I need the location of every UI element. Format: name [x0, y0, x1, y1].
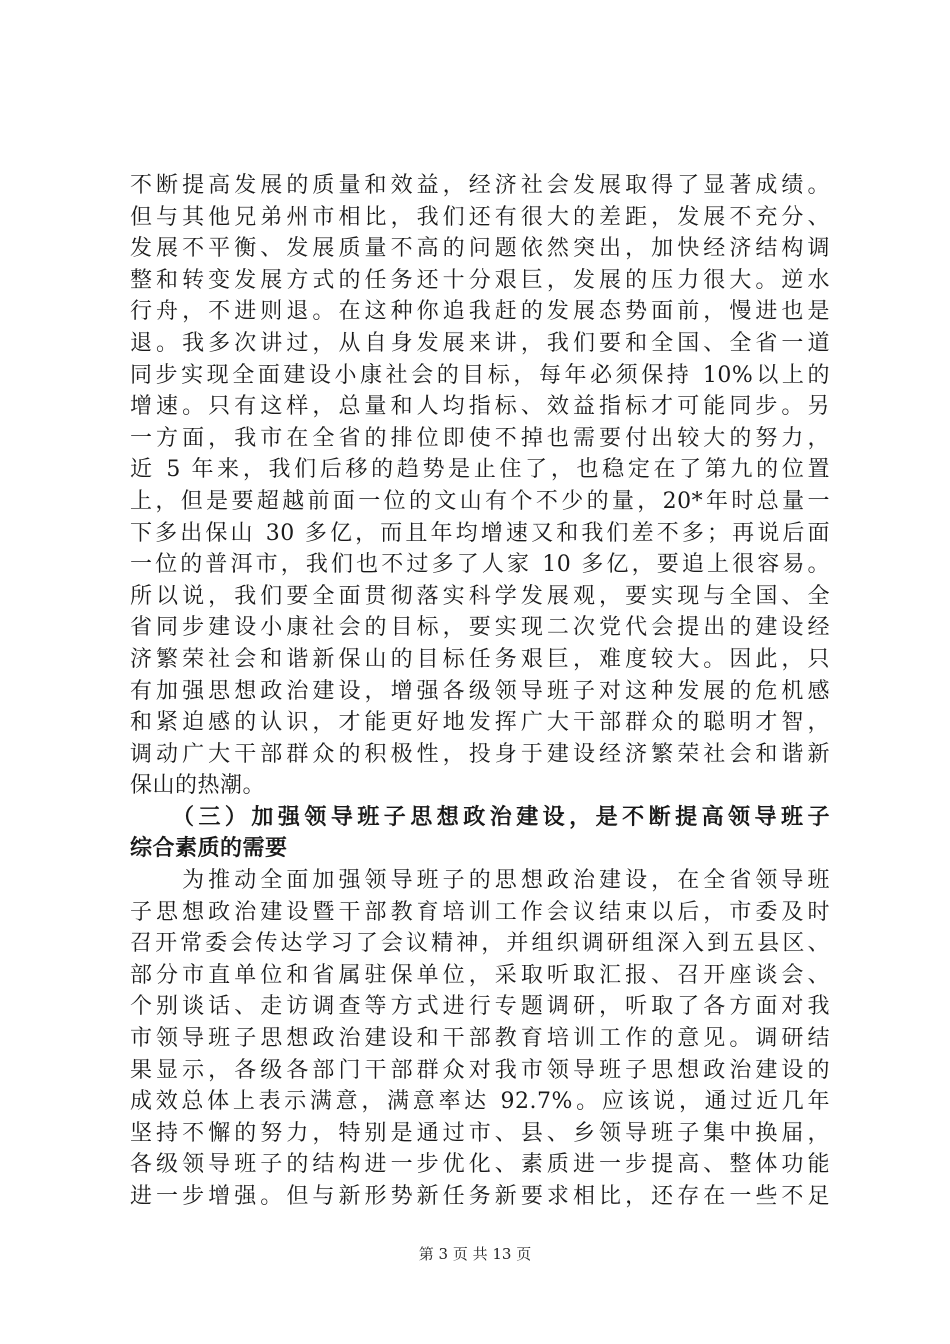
- document-body: [130, 170, 830, 1213]
- paragraph-line: 果显示，各级各部门干部群众对我市领导班子思想政治建设的: [130, 1057, 830, 1083]
- paragraph-line: 退。我多次讲过，从自身发展来讲，我们要和全国、全省一道: [130, 330, 830, 356]
- section-heading-line: 综合素质的需要: [130, 836, 288, 862]
- paragraph-line: 增速。只有这样，总量和人均指标、效益指标才可能同步。另: [130, 394, 830, 420]
- paragraph-line: 为推动全面加强领导班子的思想政治建设，在全省领导班: [130, 868, 830, 894]
- paragraph-line: 所以说，我们要全面贯彻落实科学发展观，要实现与全国、全: [130, 583, 830, 609]
- paragraph-line: 调动广大干部群众的积极性，投身于建设经济繁荣社会和谐新: [130, 741, 830, 767]
- paragraph-line: 上，但是要超越前面一位的文山有个不少的量，20*年时总量一: [130, 488, 830, 514]
- section-heading-line: （三）加强领导班子思想政治建设，是不断提高领导班子: [130, 804, 830, 830]
- paragraph-line: 省同步建设小康社会的目标，要实现二次党代会提出的建设经: [130, 615, 830, 641]
- paragraph-line: 部分市直单位和省属驻保单位，采取听取汇报、召开座谈会、: [130, 962, 830, 988]
- paragraph-line: 但与其他兄弟州市相比，我们还有很大的差距，发展不充分、: [130, 204, 830, 230]
- page-footer: 第 3 页 共 13 页: [418, 1245, 532, 1263]
- paragraph-line: 下多出保山 30 多亿，而且年均增速又和我们差不多；再说后面: [130, 520, 830, 546]
- paragraph-line: 坚持不懈的努力，特别是通过市、县、乡领导班子集中换届，: [130, 1120, 830, 1146]
- paragraph-line: 近 5 年来，我们后移的趋势是止住了，也稳定在了第九的位置: [130, 457, 830, 483]
- paragraph-line: 行舟，不进则退。在这种你追我赶的发展态势面前，慢进也是: [130, 299, 830, 325]
- paragraph-line: 发展不平衡、发展质量不高的问题依然突出，加快经济结构调: [130, 236, 830, 262]
- paragraph-line: 市领导班子思想政治建设和干部教育培训工作的意见。调研结: [130, 1026, 830, 1052]
- paragraph-line: 一位的普洱市，我们也不过多了人家 10 多亿，要追上很容易。: [130, 552, 830, 578]
- paragraph-line: 济繁荣社会和谐新保山的目标任务艰巨，难度较大。因此，只: [130, 646, 830, 672]
- paragraph-line: 一方面，我市在全省的排位即使不掉也需要付出较大的努力，: [130, 425, 830, 451]
- paragraph-line: 进一步增强。但与新形势新任务新要求相比，还存在一些不足: [130, 1184, 830, 1209]
- paragraph-line: 和紧迫感的认识，才能更好地发挥广大干部群众的聪明才智，: [130, 710, 830, 736]
- paragraph-line: 个别谈话、走访调查等方式进行专题调研，听取了各方面对我: [130, 994, 830, 1020]
- paragraph-line: 有加强思想政治建设，增强各级领导班子对这种发展的危机感: [130, 678, 830, 704]
- paragraph-line: 保山的热潮。: [130, 773, 266, 799]
- paragraph-line: 整和转变发展方式的任务还十分艰巨，发展的压力很大。逆水: [130, 267, 830, 293]
- paragraph-line: 不断提高发展的质量和效益，经济社会发展取得了显著成绩。: [130, 173, 830, 198]
- paragraph-line: 各级领导班子的结构进一步优化、素质进一步提高、整体功能: [130, 1152, 830, 1178]
- paragraph-line: 成效总体上表示满意，满意率达 92.7%。应该说，通过近几年: [130, 1089, 830, 1115]
- paragraph-line: 同步实现全面建设小康社会的目标，每年必须保持 10%以上的: [130, 362, 830, 388]
- paragraph-line: 子思想政治建设暨干部教育培训工作会议结束以后，市委及时: [130, 899, 830, 925]
- paragraph-line: 召开常委会传达学习了会议精神，并组织调研组深入到五县区、: [130, 931, 830, 957]
